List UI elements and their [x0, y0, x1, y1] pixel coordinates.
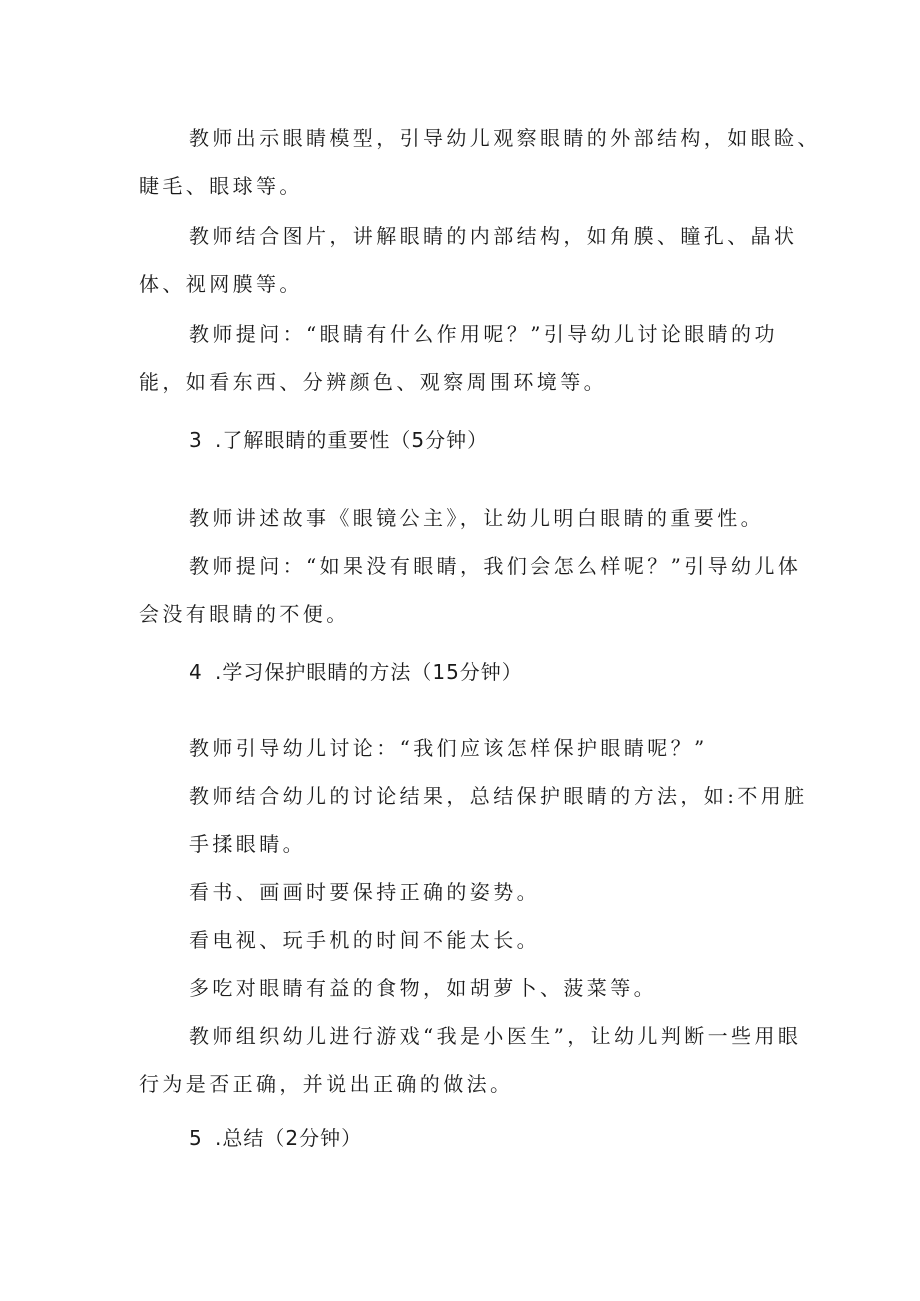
paragraph-line: 手揉眼睛。: [189, 832, 306, 856]
paragraph-line: 教师讲述故事《眼镜公主》，让幼儿明白眼睛的重要性。: [189, 506, 764, 530]
section-heading-4: [189, 658, 523, 686]
paragraph-line: 教师提问：“如果没有眼睛，我们会怎么样呢？”引导幼儿体: [189, 554, 802, 578]
section-number: 5: [189, 1126, 203, 1150]
paragraph-line: 教师提问：“眼睛有什么作用呢？”引导幼儿讨论眼睛的功: [189, 322, 778, 346]
paragraph-line: 教师结合幼儿的讨论结果，总结保护眼睛的方法，如:不用脏: [189, 784, 808, 808]
section-number: 3: [189, 428, 203, 452]
paragraph-line: 教师引导幼儿讨论：“我们应该怎样保护眼睛呢？”: [189, 736, 708, 760]
paragraph-line: 教师结合图片，讲解眼睛的内部结构，如角膜、瞳孔、晶状: [189, 224, 798, 248]
section-title: .总结（2分钟）: [215, 1126, 363, 1150]
paragraph-line: 教师组织幼儿进行游戏“我是小医生”，让幼儿判断一些用眼: [189, 1024, 802, 1048]
paragraph-line: 教师出示眼睛模型，引导幼儿观察眼睛的外部结构，如眼睑、: [189, 126, 821, 150]
paragraph-line: 体、视网膜等。: [139, 272, 303, 296]
section-heading-5: [189, 1124, 362, 1152]
paragraph-line: 多吃对眼睛有益的食物，如胡萝卜、菠菜等。: [189, 976, 657, 1000]
paragraph-line: 能，如看东西、分辨颜色、观察周围环境等。: [139, 370, 607, 394]
section-number: 4: [189, 660, 203, 684]
paragraph-line: 睫毛、眼球等。: [139, 174, 303, 198]
paragraph-line: 会没有眼睛的不便。: [139, 602, 350, 626]
section-heading-3: [189, 426, 488, 454]
section-title: .了解眼睛的重要性（5分钟）: [215, 428, 489, 452]
section-title: .学习保护眼睛的方法（15分钟）: [215, 660, 523, 684]
paragraph-line: 看书、画画时要保持正确的姿势。: [189, 880, 540, 904]
paragraph-line: 看电视、玩手机的时间不能太长。: [189, 928, 540, 952]
paragraph-line: 行为是否正确，并说出正确的做法。: [139, 1072, 514, 1096]
